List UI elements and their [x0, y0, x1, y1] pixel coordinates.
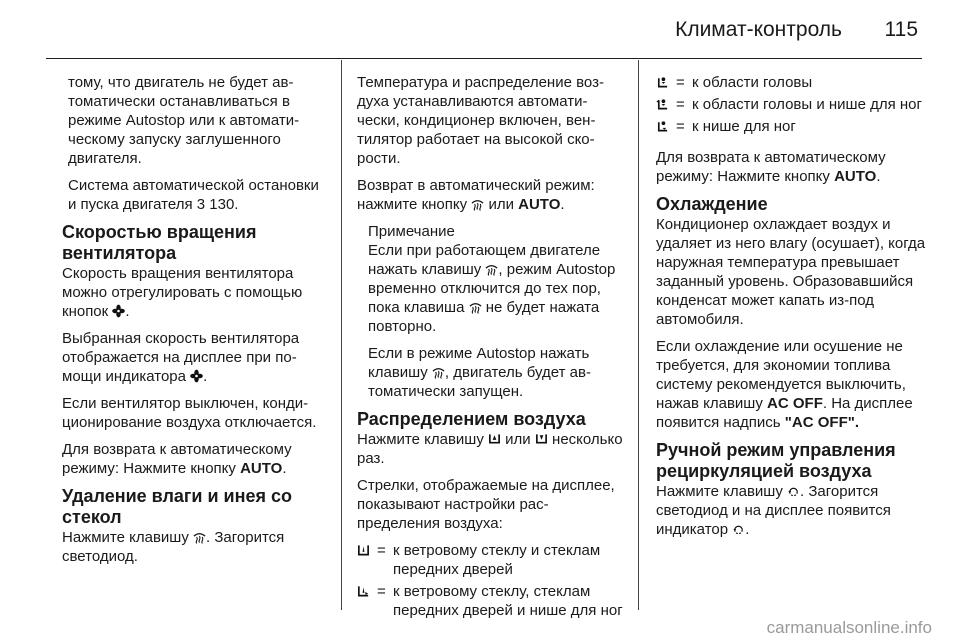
- list-item: [357, 582, 625, 620]
- paragraph-text: не будет нажата повторно.: [368, 299, 600, 335]
- page-header-title: Климат-контроль: [675, 18, 842, 41]
- paragraph: [62, 528, 328, 566]
- equals-sign: =: [377, 542, 386, 559]
- section-heading-defrost: Удаление влаги и инея со стекол: [62, 486, 293, 527]
- paragraph: [368, 344, 625, 401]
- paragraph-text: Если при работающем двигателе нажать клавишу: [368, 242, 601, 278]
- column-divider: [341, 60, 342, 610]
- ac-off-button-label: AC OFF: [767, 395, 823, 412]
- auto-button-label: AUTO: [834, 168, 877, 185]
- note-block: [357, 222, 625, 401]
- recirculation-icon: [787, 484, 800, 498]
- head-footwell-icon: [656, 97, 669, 111]
- paragraph: Нажмите клавишу . Загорится светодиод и на дисплее появится индикатор .: [656, 483, 891, 538]
- paragraph: Для возврата к автоматическому режиму: Нажмите кнопку AUTO.: [62, 441, 292, 477]
- fan-icon: [112, 304, 125, 318]
- paragraph-text: Система автоматической остановки и пуска двигателя: [68, 177, 319, 213]
- equals-sign: =: [676, 96, 685, 113]
- list-item-text: к области головы и нише для ног: [692, 96, 922, 113]
- paragraph-text: или: [505, 431, 531, 448]
- paragraph: [368, 241, 625, 336]
- paragraph-text: Если охлаждение или осушение не требуется, для экономии топлива систему рекомендуется выключить, нажав клавишу: [656, 338, 906, 412]
- list-item: [656, 73, 928, 92]
- paragraph: Скорость вращения вентилятора можно отрегулировать с помощью кнопок .: [62, 265, 303, 320]
- paragraph-text: Возврат в автоматический режим: нажмите кнопку: [357, 177, 595, 213]
- air-distribution-down-icon: [535, 432, 548, 446]
- paragraph-text: Скорость вращения вентилятора можно отрегулировать с помощью кнопок: [62, 265, 303, 320]
- note-title: Примечание: [368, 223, 455, 240]
- section-heading-air-distribution: Распределением воздуха: [357, 409, 586, 429]
- paragraph: [656, 337, 928, 432]
- paragraph: Температура и распределение воздуха устанавливаются автоматически, кондиционер включен, вентилятор работает на высокой скорости.: [357, 74, 604, 167]
- ac-off-display-text: "AC OFF".: [784, 414, 860, 431]
- windshield-footwell-icon: [357, 584, 370, 598]
- paragraph: тому, что двигатель не будет автоматически останавливаться в режиме Autostop или к автоматическому запуску заглушенного двигателя.: [68, 74, 300, 167]
- list-item-text: к ветровому стеклу, стеклам передних дверей и нише для ног: [393, 583, 623, 619]
- defrost-icon: [471, 197, 484, 211]
- paragraph: [62, 176, 328, 214]
- equals-sign: =: [676, 74, 685, 91]
- paragraph-text: или: [488, 196, 514, 213]
- header-rule: [46, 58, 922, 59]
- defrost-icon: [432, 365, 445, 379]
- list-item-text: к ветровому стеклу и стеклам передних дверей: [393, 542, 601, 578]
- section-heading-cooling: Охлаждение: [656, 194, 768, 214]
- head-area-icon: [656, 75, 669, 89]
- paragraph-text: , двигатель будет автоматически запущен.: [368, 364, 591, 400]
- paragraph-text: . На дисплее появится надпись: [656, 395, 913, 431]
- paragraph-text: Для возврата к автоматическому режиму: Нажмите кнопку: [656, 149, 886, 185]
- defrost-icon: [193, 530, 206, 544]
- paragraph: Стрелки, отображаемые на дисплее, показывают настройки распределения воздуха:: [357, 477, 615, 532]
- list-item-text: к нише для ног: [692, 118, 796, 135]
- paragraph: Возврат в автоматический режим: нажмите кнопку или AUTO.: [357, 177, 595, 213]
- section-heading-fan-speed: Скоростью вращения вентилятора: [62, 222, 257, 263]
- column-2: [357, 73, 625, 623]
- section-heading-recirculation: Ручной режим управления рециркуляцией воздуха: [656, 440, 896, 481]
- paragraph-text: Нажмите клавишу: [656, 483, 783, 500]
- list-item: [656, 117, 928, 136]
- windshield-side-windows-icon: [357, 543, 370, 557]
- equals-sign: =: [377, 583, 386, 600]
- paragraph: Для возврата к автоматическому режиму: Нажмите кнопку AUTO.: [656, 149, 886, 185]
- paragraph-text: Нажмите клавишу: [62, 529, 189, 546]
- fan-icon: [190, 369, 203, 383]
- column-1: [62, 73, 328, 574]
- watermark: carmanualsonline.info: [766, 618, 932, 637]
- footwell-icon: [656, 119, 669, 133]
- paragraph: Выбранная скорость вентилятора отображается на дисплее при помощи индикатора .: [62, 330, 300, 385]
- auto-button-label: AUTO: [518, 196, 561, 213]
- paragraph-text: . Загорится светодиод и на дисплее появится индикатор: [656, 483, 891, 538]
- defrost-icon: [469, 300, 482, 314]
- paragraph-text: Для возврата к автоматическому режиму: Нажмите кнопку: [62, 441, 292, 477]
- paragraph: Если вентилятор выключен, кондиционирование воздуха отключается.: [62, 395, 317, 431]
- equals-sign: =: [676, 118, 685, 135]
- paragraph-text: . Загорится светодиод.: [62, 529, 285, 565]
- paragraph: Кондиционер охлаждает воздух и удаляет из него влагу (осушает), когда наружная температура превышает заданный уровень. Образовавшийся конденсат может капать из-под автомобиля.: [656, 216, 926, 328]
- column-3: [656, 73, 928, 547]
- column-divider: [638, 60, 639, 610]
- paragraph-text: Если в режиме Autostop нажать клавишу: [368, 345, 590, 381]
- paragraph-text: , режим Autostop временно отключится до тех пор, пока клавиша: [368, 261, 616, 316]
- recirculation-icon: [732, 522, 745, 536]
- auto-button-label: AUTO: [240, 460, 283, 477]
- page-number: 115: [884, 18, 918, 41]
- list-item: [656, 95, 928, 114]
- paragraph: [357, 430, 625, 468]
- list-item-text: к области головы: [692, 74, 813, 91]
- air-distribution-up-icon: [488, 432, 501, 446]
- list-item: [357, 541, 625, 579]
- page-reference-link[interactable]: 3 130.: [196, 196, 239, 213]
- defrost-icon: [485, 262, 498, 276]
- paragraph-text: несколько раз.: [357, 431, 623, 467]
- paragraph-text: Нажмите клавишу: [357, 431, 484, 448]
- paragraph-text: Выбранная скорость вентилятора отображается на дисплее при помощи индикатора: [62, 330, 300, 385]
